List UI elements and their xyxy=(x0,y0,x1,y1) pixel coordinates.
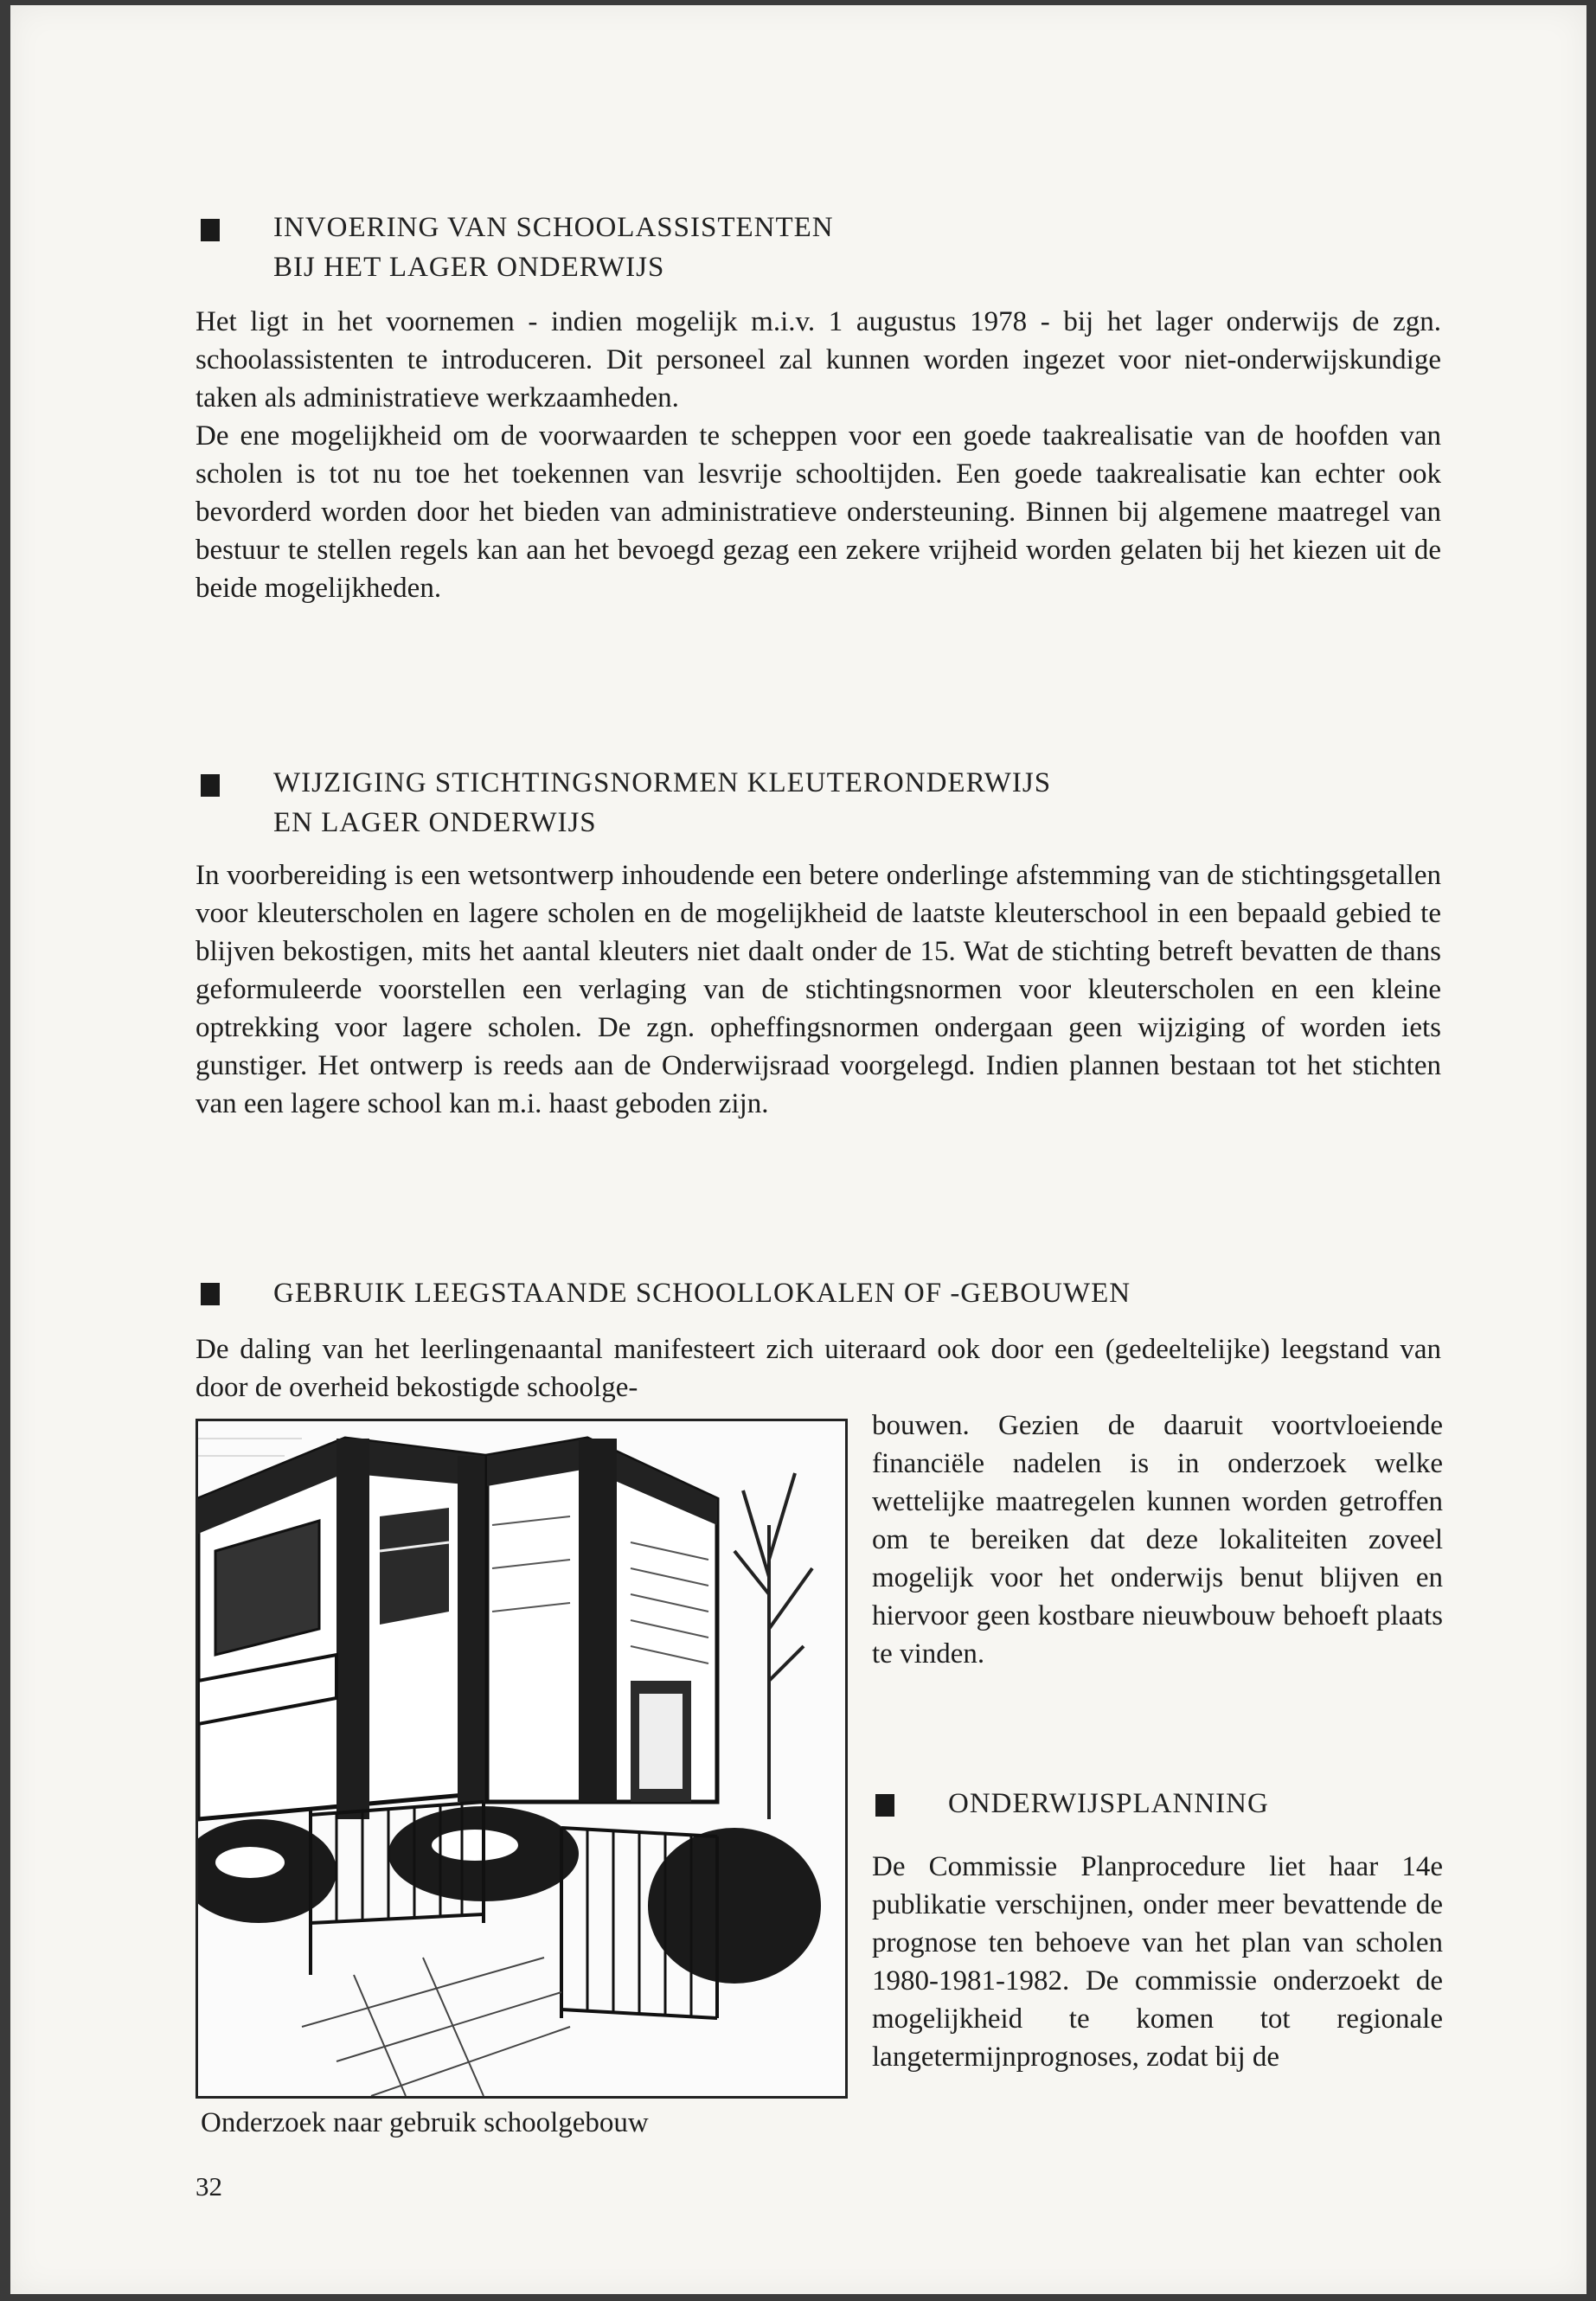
school-building-illustration xyxy=(195,1419,848,2099)
paragraph: De ene mogelijkheid om de voorwaarden te scheppen voor een goede taakrealisatie van de hoofden van scholen is tot nu toe het toekennen van lesvrije schooltijden. Een goede taakrealisatie kan echter ook bevorderd worden door het bieden van administratieve ondersteuning. Binnen bij algemene maatregel van bestuur te stellen regels kan aan het bevoegd gezag een zekere vrijheid worden gelaten bij het kiezen uit de beide mogelijkheden. xyxy=(195,420,1441,604)
section-heading-stichtingsnormen xyxy=(273,763,1051,843)
section-continuation xyxy=(872,1407,1443,1673)
heading-line: EN LAGER ONDERWIJS xyxy=(273,807,597,838)
heading-line: BIJ HET LAGER ONDERWIJS xyxy=(273,252,665,283)
section-bullet-icon xyxy=(201,219,220,241)
heading-line: ONDERWIJSPLANNING xyxy=(948,1788,1269,1819)
paragraph: Het ligt in het voornemen - indien mogelijk m.i.v. 1 augustus 1978 - bij het lager onderwijs de zgn. schoolassistenten te introduceren. Dit personeel zal kunnen worden ingezet voor niet-onderwijskundige taken als administratieve werkzaamheden. xyxy=(195,306,1441,413)
section-heading-schoolassistenten xyxy=(273,208,834,287)
school-building-drawing-icon xyxy=(198,1421,845,2096)
heading-line: GEBRUIK LEEGSTAANDE SCHOOLLOKALEN OF -GEBOUWEN xyxy=(273,1278,1131,1309)
section-body xyxy=(195,856,1441,1123)
paragraph: De Commissie Planprocedure liet haar 14e publikatie verschijnen, onder meer bevattende de prognose ten behoeve van het plan van scholen 1980-1981-1982. De commissie onderzoekt de mogelijkheid te komen tot regionale langetermijnprognoses, zodat bij de xyxy=(872,1851,1443,2073)
section-intro xyxy=(195,1330,1441,1407)
section-bullet-icon xyxy=(201,1283,220,1305)
section-heading-onderwijsplanning xyxy=(948,1784,1269,1823)
section-heading-leegstand xyxy=(273,1273,1131,1313)
paragraph: In voorbereiding is een wetsontwerp inhoudende een betere onderlinge afstemming van de stichtingsgetallen voor kleuterscholen en lagere scholen en de mogelijkheid de laatste kleuterschool in een bepaald gebied te blijven bekostigen, mits het aantal kleuters niet daalt onder de 15. Wat de stichting betreft bevatten de thans geformuleerde voorstellen een verlaging van de stichtingsnormen voor kleuterscholen en een kleine optrekking voor lagere scholen. De zgn. opheffingsnormen ondergaan geen wijziging of worden iets gunstiger. Het ontwerp is reeds aan de Onderwijsraad voorgelegd. Indien plannen bestaan tot het stichten van een lagere school kan m.i. haast geboden zijn. xyxy=(195,860,1441,1119)
heading-line: WIJZIGING STICHTINGSNORMEN KLEUTERONDERWIJS xyxy=(273,767,1052,798)
section-body xyxy=(195,303,1441,607)
paragraph: De daling van het leerlingenaantal manifesteert zich uiteraard ook door een (gedeeltelijke) leegstand van door de overheid bekostigde schoolge- xyxy=(195,1334,1441,1403)
section-bullet-icon xyxy=(201,774,220,797)
paragraph: bouwen. Gezien de daaruit voortvloeiende financiële nadelen is in onderzoek welke wettelijke maatregelen kunnen worden getroffen om te bereiken dat deze lokaliteiten zoveel mogelijk voor het onderwijs benut blijven en hiervoor geen kostbare nieuwbouw behoeft plaats te vinden. xyxy=(872,1410,1443,1670)
section-body xyxy=(872,1848,1443,2076)
illustration-caption: Onderzoek naar gebruik schoolgebouw xyxy=(201,2107,649,2138)
heading-line: INVOERING VAN SCHOOLASSISTENTEN xyxy=(273,212,834,243)
section-bullet-icon xyxy=(875,1794,894,1817)
page-number: 32 xyxy=(195,2171,222,2202)
